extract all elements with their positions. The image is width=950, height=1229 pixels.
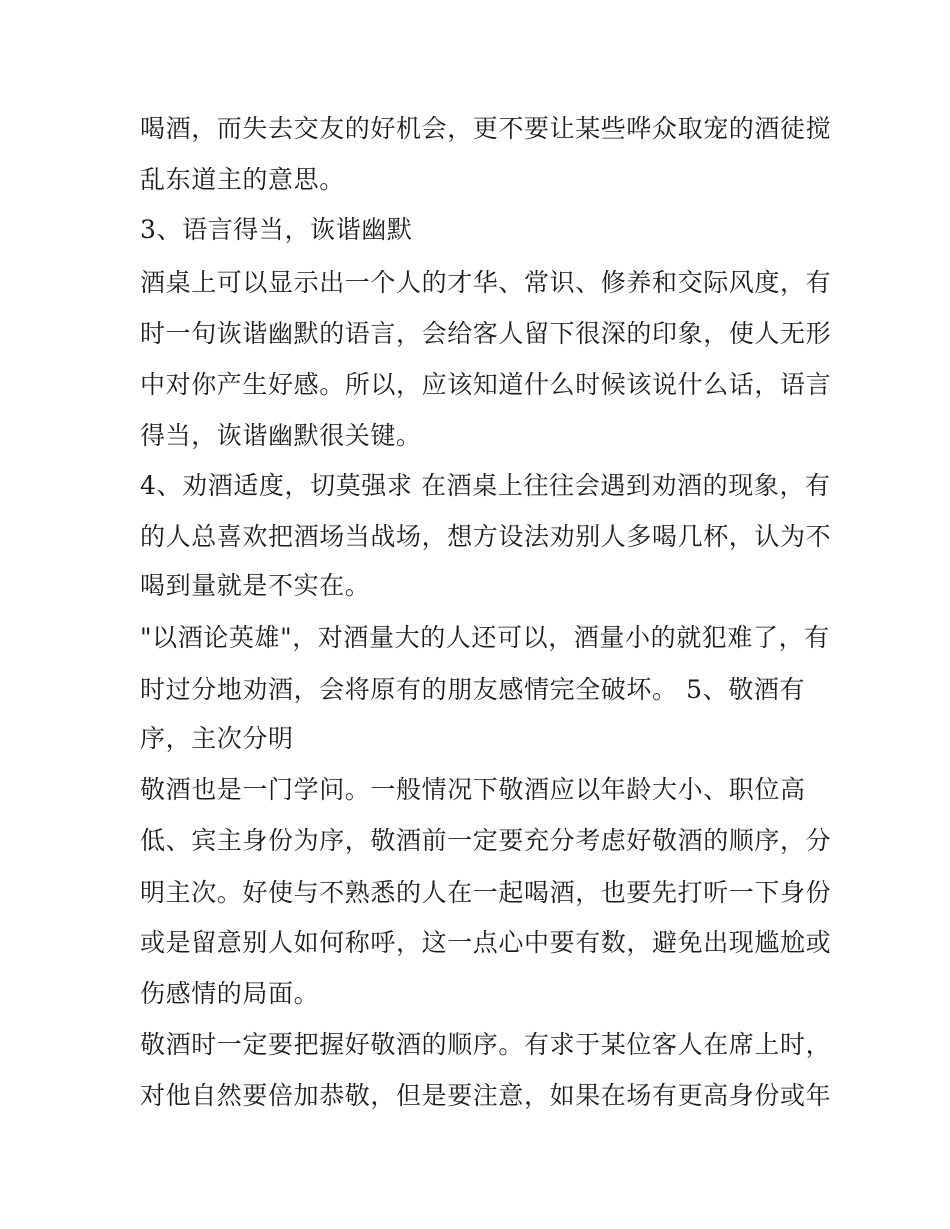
section-heading-4: 4、劝酒适度，切莫强求 在酒桌上往往会遇到劝酒的现象，有 bbox=[140, 471, 831, 500]
text-line-19: 敬酒时一定要把握好敬酒的顺序。有求于某位客人在席上时， bbox=[140, 1030, 832, 1059]
text-line-9: 的人总喜欢把酒场当战场，想方设法劝别人多喝几杯，认为不 bbox=[140, 522, 832, 551]
text-line-7: 得当，诙谐幽默很关键。 bbox=[140, 421, 422, 450]
text-line-2: 乱东道主的意思。 bbox=[140, 165, 345, 194]
section-heading-3: 3、语言得当，诙谐幽默 bbox=[140, 215, 413, 244]
text-line-17: 或是留意别人如何称呼，这一点心中要有数，避免出现尴尬或 bbox=[140, 928, 832, 957]
text-line-12: 时过分地劝酒，会将原有的朋友感情完全破坏。 5、敬酒有 bbox=[140, 675, 806, 704]
text-line-6: 中对你产生好感。所以，应该知道什么时候该说什么话，语言 bbox=[140, 370, 832, 399]
text-line-5: 时一句诙谐幽默的语言，会给客人留下很深的印象，使人无形 bbox=[140, 319, 832, 348]
text-line-18: 伤感情的局面。 bbox=[140, 979, 320, 1008]
text-line-1: 喝酒，而失去交友的好机会，更不要让某些哗众取宠的酒徒搅 bbox=[140, 114, 832, 143]
text-line-15: 低、宾主身份为序，敬酒前一定要充分考虑好敬酒的顺序，分 bbox=[140, 826, 832, 855]
text-line-14: 敬酒也是一门学问。一般情况下敬酒应以年龄大小、职位高 bbox=[140, 775, 806, 804]
text-line-11: "以酒论英雄"，对酒量大的人还可以，酒量小的就犯难了，有 bbox=[140, 623, 830, 652]
text-line-16: 明主次。好使与不熟悉的人在一起喝酒，也要先打听一下身份 bbox=[140, 878, 832, 907]
text-line-10: 喝到量就是不实在。 bbox=[140, 571, 371, 600]
text-line-13: 序，主次分明 bbox=[140, 724, 294, 753]
text-line-4: 酒桌上可以显示出一个人的才华、常识、修养和交际风度，有 bbox=[140, 268, 832, 297]
text-line-20: 对他自然要倍加恭敬，但是要注意，如果在场有更高身份或年 bbox=[140, 1081, 832, 1110]
